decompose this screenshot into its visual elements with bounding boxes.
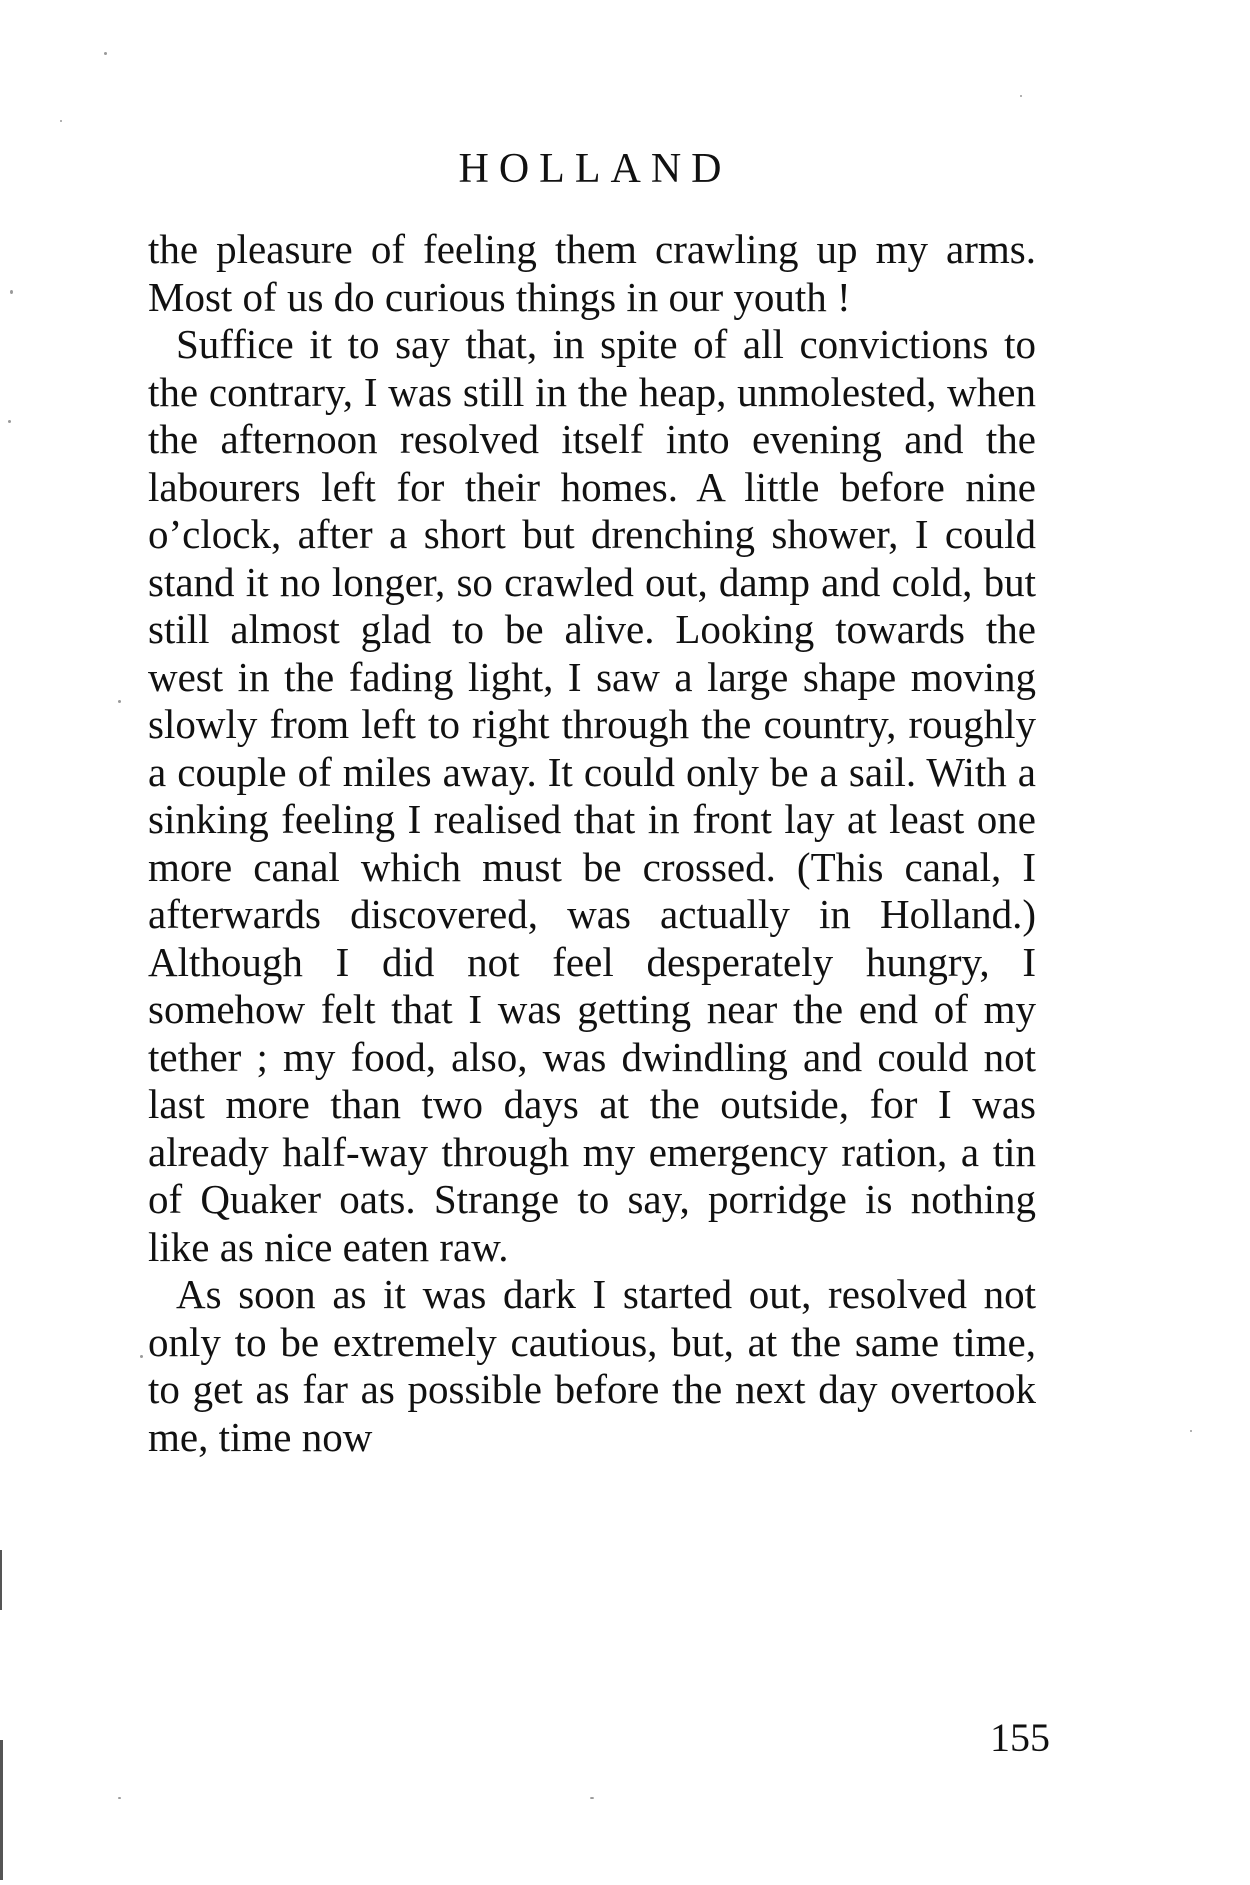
scan-speck xyxy=(118,1797,121,1799)
scan-edge xyxy=(0,1740,3,1880)
scan-edge xyxy=(0,1550,2,1610)
paragraph: Suffice it to say that, in spite of all convictions to the contrary, I was still in the heap, unmolested, when the afternoon resolved itself into evening and the labourers left for their homes. A little before nine o’clock, after a short but drenching shower, I could stand it no longer, so crawled out, damp and cold, but still almost glad to be alive. Looking towards the west in the fading light, I saw a large shape moving slowly from left to right through the country, roughly a couple of miles away. It could only be a sail. With a sinking feeling I realised that in front lay at least one more canal which must be crossed. (This canal, I afterwards discovered, was actually in Holland.) Although I did not feel desperately hungry, I somehow felt that I was getting near the end of my tether ; my food, also, was dwindling and could not last more than two days at the outside, for I was already half-way through my emergency ration, a tin of Quaker oats. Strange to say, porridge is nothing like as nice eaten raw. xyxy=(148,321,1036,1270)
scan-speck xyxy=(590,1797,594,1799)
scan-speck xyxy=(104,52,107,55)
scan-speck xyxy=(1190,1430,1192,1432)
scan-speck xyxy=(118,700,121,703)
scan-speck xyxy=(60,120,62,122)
scan-speck xyxy=(140,1355,143,1358)
scan-speck xyxy=(8,420,11,423)
paragraph: As soon as it was dark I started out, resolved not only to be extremely cautious, but, at the same time, to get as far as possible before the next day overtook me, time now xyxy=(148,1271,1036,1460)
paragraph-continued: the pleasure of feeling them crawling up my arms. Most of us do curious things in our youth ! xyxy=(148,226,1036,320)
scan-speck xyxy=(1020,95,1022,97)
scan-speck xyxy=(10,290,13,294)
running-head: HOLLAND xyxy=(458,146,732,192)
body-text xyxy=(148,226,1036,1461)
page-number: 155 xyxy=(990,1715,1050,1760)
